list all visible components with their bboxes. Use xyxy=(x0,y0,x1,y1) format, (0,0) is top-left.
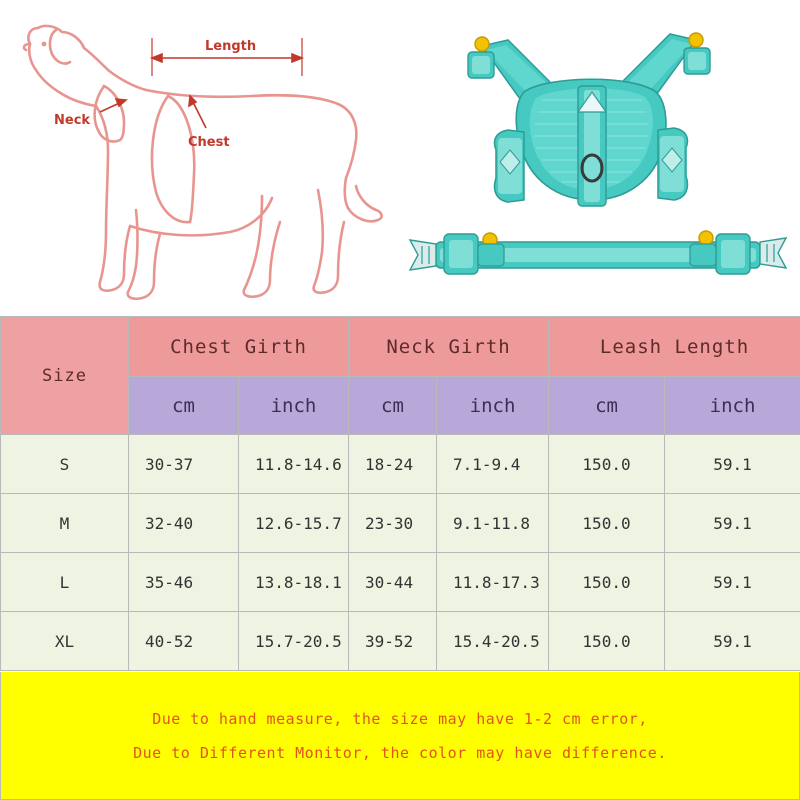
note-line-1: Due to hand measure, the size may have 1-2 cm error, xyxy=(152,709,648,728)
illustration-area xyxy=(0,0,800,316)
unit-chest-inch: inch xyxy=(239,377,349,435)
cell-leash-inch: 59.1 xyxy=(665,612,800,671)
cell-chest-cm: 32-40 xyxy=(129,494,239,553)
cell-leash-cm: 150.0 xyxy=(549,494,665,553)
unit-leash-cm: cm xyxy=(549,377,665,435)
cell-neck-cm: 39-52 xyxy=(349,612,437,671)
cell-leash-inch: 59.1 xyxy=(665,435,800,494)
cell-size: S xyxy=(1,435,129,494)
cell-chest-cm: 35-46 xyxy=(129,553,239,612)
cell-size: L xyxy=(1,553,129,612)
cell-neck-cm: 23-30 xyxy=(349,494,437,553)
dog-body-outline xyxy=(24,26,382,299)
cell-neck-cm: 30-44 xyxy=(349,553,437,612)
size-chart-table xyxy=(0,316,800,671)
table-row xyxy=(1,494,800,553)
table-row xyxy=(1,612,800,671)
cell-chest-cm: 40-52 xyxy=(129,612,239,671)
neck-label: Neck xyxy=(54,113,91,128)
harness-center-strap xyxy=(578,86,606,206)
cell-chest-inch: 11.8-14.6 xyxy=(239,435,349,494)
cell-neck-inch: 15.4-20.5 xyxy=(437,612,549,671)
header-chest-girth: Chest Girth xyxy=(129,317,349,377)
cell-neck-cm: 18-24 xyxy=(349,435,437,494)
cell-leash-cm: 150.0 xyxy=(549,612,665,671)
harness-left-side-pad xyxy=(495,130,525,202)
cell-leash-cm: 150.0 xyxy=(549,435,665,494)
disclaimer-note xyxy=(0,672,800,800)
header-leash-length: Leash Length xyxy=(549,317,800,377)
cell-chest-inch: 15.7-20.5 xyxy=(239,612,349,671)
unit-leash-inch: inch xyxy=(665,377,800,435)
cell-neck-inch: 7.1-9.4 xyxy=(437,435,549,494)
strap-end-left-icon xyxy=(410,240,436,270)
unit-neck-cm: cm xyxy=(349,377,437,435)
dog-measurement-diagram xyxy=(0,0,396,316)
cell-leash-inch: 59.1 xyxy=(665,553,800,612)
teal-dog-harness-illustration xyxy=(396,0,800,316)
header-size: Size xyxy=(1,317,129,435)
chest-arrow xyxy=(189,96,206,128)
length-label: Length xyxy=(205,39,257,54)
cell-chest-inch: 12.6-15.7 xyxy=(239,494,349,553)
cell-neck-inch: 9.1-11.8 xyxy=(437,494,549,553)
cell-leash-cm: 150.0 xyxy=(549,553,665,612)
harness-right-side-pad xyxy=(658,128,688,200)
table-row xyxy=(1,553,800,612)
cell-size: M xyxy=(1,494,129,553)
note-line-2: Due to Different Monitor, the color may have difference. xyxy=(133,743,667,762)
chest-label: Chest xyxy=(188,135,230,150)
cell-neck-inch: 11.8-17.3 xyxy=(437,553,549,612)
table-row xyxy=(1,435,800,494)
cell-size: XL xyxy=(1,612,129,671)
unit-chest-cm: cm xyxy=(129,377,239,435)
strap-end-right-icon xyxy=(760,238,786,268)
cell-leash-inch: 59.1 xyxy=(665,494,800,553)
header-neck-girth: Neck Girth xyxy=(349,317,549,377)
cell-chest-inch: 13.8-18.1 xyxy=(239,553,349,612)
unit-neck-inch: inch xyxy=(437,377,549,435)
buckle-top-left-icon xyxy=(468,37,494,78)
cell-chest-cm: 30-37 xyxy=(129,435,239,494)
table-header-row xyxy=(1,317,800,377)
